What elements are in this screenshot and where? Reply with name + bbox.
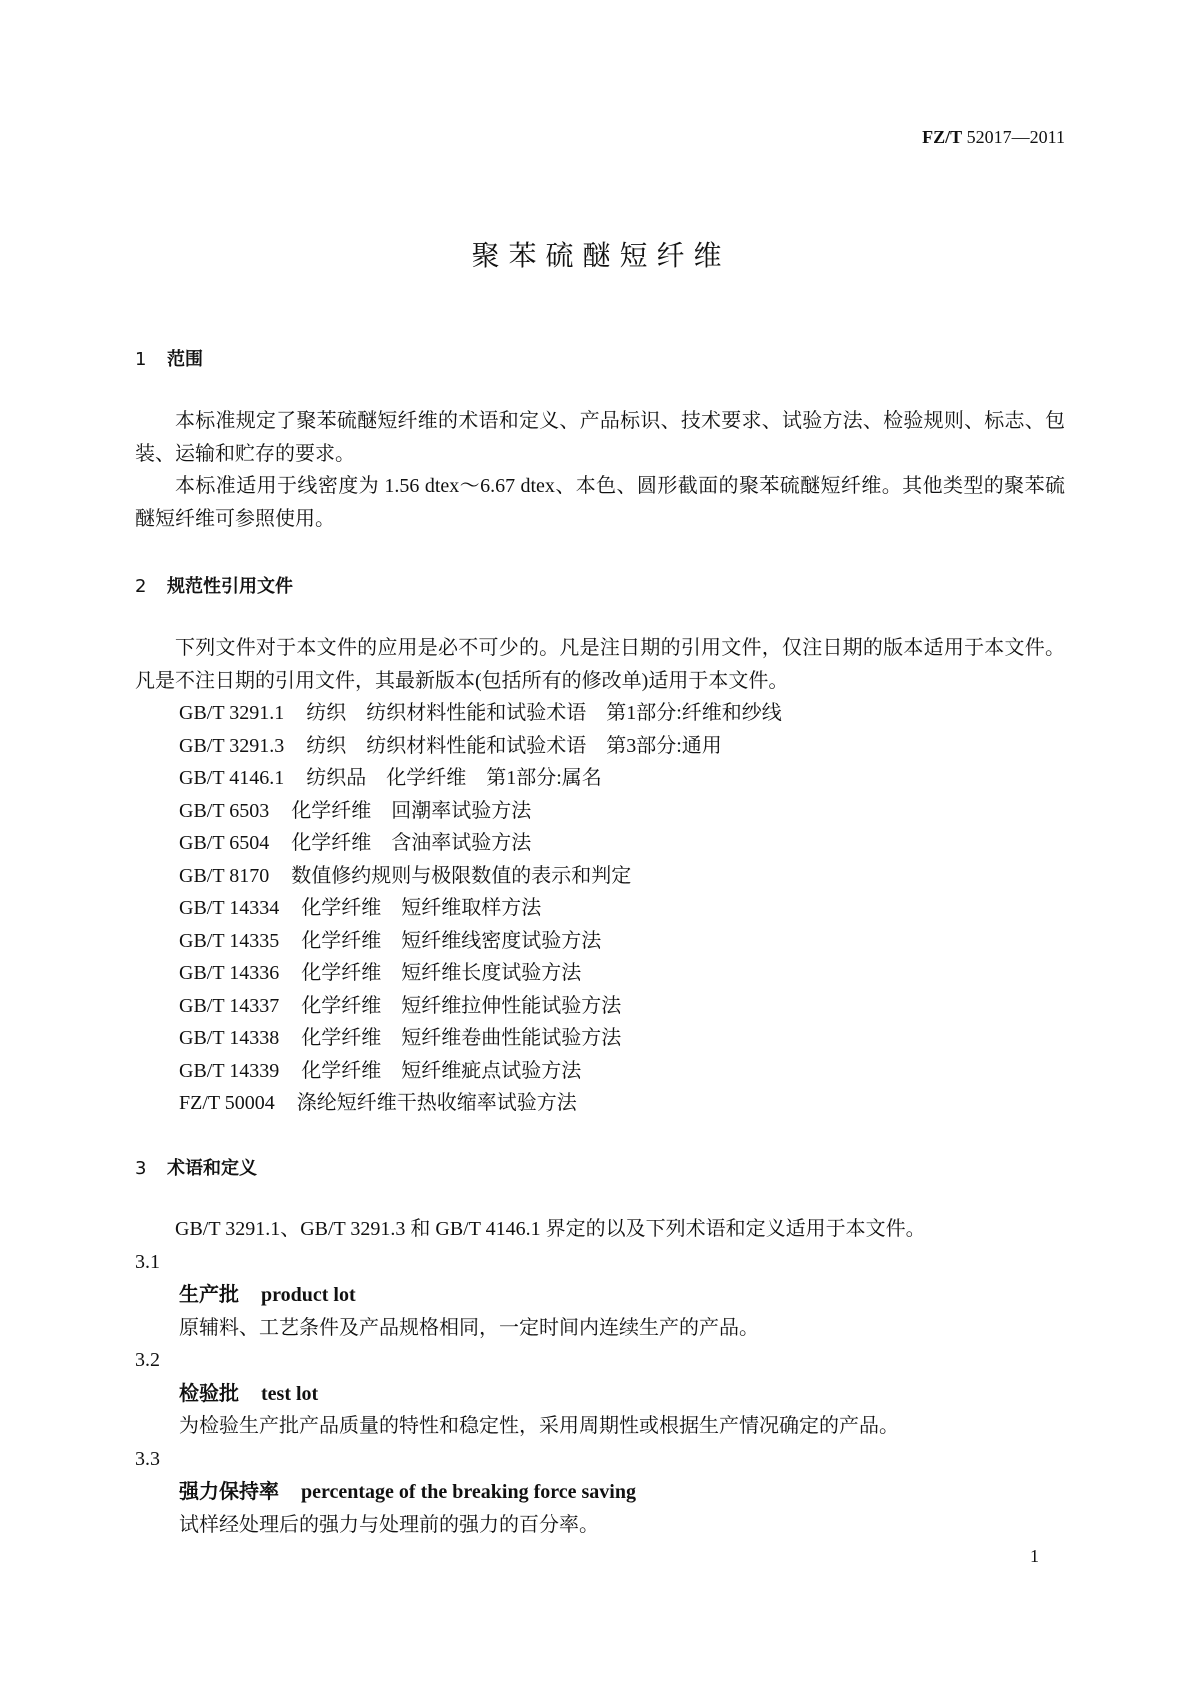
reference-code: GB/T 4146.1: [179, 767, 285, 789]
paragraph: 本标准规定了聚苯硫醚短纤维的术语和定义、产品标识、技术要求、试验方法、检验规则、标志、包装、运输和贮存的要求。: [135, 410, 1065, 465]
section-2-body: [135, 632, 1065, 1120]
reference-code: GB/T 14335: [179, 929, 280, 952]
reference-code: GB/T 6503: [179, 799, 270, 822]
reference-code: GB/T 14334: [179, 897, 280, 919]
reference-item: [135, 730, 1065, 763]
reference-code: GB/T 14336: [179, 962, 280, 984]
reference-title: 纺织 纺织材料性能和试验术语 第3部分:通用: [306, 734, 722, 757]
section-heading: [135, 572, 293, 598]
reference-item: [135, 925, 1065, 958]
term-number: 3.3: [135, 1447, 160, 1470]
standard-code-number: 52017—2011: [966, 127, 1065, 147]
reference-item: [135, 1022, 1065, 1055]
reference-item: [135, 892, 1065, 925]
reference-item: [135, 795, 1065, 828]
reference-item: [135, 1055, 1065, 1088]
section-title: 范围: [167, 349, 203, 370]
term-en: test lot: [261, 1382, 319, 1405]
reference-item: [135, 990, 1065, 1023]
reference-title: 数值修约规则与极限数值的表示和判定: [291, 864, 632, 887]
reference-code: GB/T 3291.3: [179, 734, 285, 757]
reference-code: GB/T 3291.1: [179, 702, 285, 724]
reference-code: FZ/T 50004: [179, 1092, 275, 1114]
term-zh: 强力保持率: [179, 1479, 279, 1503]
term-definition: 试样经处理后的强力与处理前的强力的百分率。: [179, 1513, 599, 1536]
reference-title: 化学纤维 短纤维线密度试验方法: [301, 929, 602, 952]
reference-item: [135, 957, 1065, 990]
reference-title: 化学纤维 短纤维取样方法: [301, 897, 542, 919]
page-title: 聚苯硫醚短纤维: [471, 239, 731, 272]
reference-code: GB/T 14339: [179, 1059, 280, 1082]
reference-code: GB/T 14338: [179, 1027, 280, 1049]
section-title: 规范性引用文件: [167, 576, 293, 597]
reference-code: GB/T 8170: [179, 864, 270, 887]
reference-item: [135, 827, 1065, 860]
standard-code: [922, 127, 1065, 148]
reference-item: [135, 860, 1065, 893]
paragraph: 本标准适用于线密度为 1.56 dtex～6.67 dtex、本色、圆形截面的聚苯硫醚短纤维。其他类型的聚苯硫醚短纤维可参照使用。: [135, 475, 1065, 530]
reference-code: GB/T 14337: [179, 994, 280, 1017]
term-zh: 生产批: [179, 1282, 239, 1306]
reference-item: [135, 697, 1065, 730]
term-heading: [135, 1475, 1065, 1509]
section-heading: [135, 345, 203, 371]
paragraph: GB/T 3291.1、GB/T 3291.3 和 GB/T 4146.1 界定的以及下列术语和定义适用于本文件。: [175, 1218, 926, 1240]
reference-title: 涤纶短纤维干热收缩率试验方法: [296, 1092, 577, 1114]
section-number: 3: [135, 1158, 147, 1179]
term-en: product lot: [261, 1284, 356, 1306]
reference-item: [135, 1087, 1065, 1120]
term-definition: 原辅料、工艺条件及产品规格相同，一定时间内连续生产的产品。: [179, 1316, 759, 1339]
reference-title: 化学纤维 短纤维卷曲性能试验方法: [301, 1027, 622, 1049]
reference-code: GB/T 6504: [179, 832, 270, 854]
term-definition: 为检验生产批产品质量的特性和稳定性，采用周期性或根据生产情况确定的产品。: [179, 1415, 899, 1437]
term-zh: 检验批: [179, 1380, 239, 1405]
reference-item: [135, 762, 1065, 795]
section-number: 2: [135, 576, 147, 597]
section-1-body: [135, 405, 1065, 535]
term-heading: [135, 1278, 1065, 1312]
reference-list: [135, 697, 1065, 1120]
page-number: 1: [1030, 1546, 1039, 1566]
section-3-body: [135, 1213, 1065, 1541]
reference-title: 化学纤维 短纤维疵点试验方法: [301, 1059, 582, 1082]
reference-title: 化学纤维 含油率试验方法: [291, 832, 532, 854]
standard-code-prefix: FZ/T: [922, 127, 963, 147]
term-list: [135, 1246, 1065, 1542]
reference-title: 化学纤维 回潮率试验方法: [291, 799, 532, 822]
reference-title: 纺织 纺织材料性能和试验术语 第1部分:纤维和纱线: [306, 702, 782, 724]
section-number: 1: [135, 349, 147, 370]
section-title: 术语和定义: [167, 1158, 257, 1179]
reference-title: 化学纤维 短纤维长度试验方法: [301, 962, 582, 984]
section-heading: [135, 1154, 257, 1180]
term-heading: [135, 1377, 1065, 1411]
term-number: 3.2: [135, 1349, 160, 1371]
term-en: percentage of the breaking force saving: [301, 1481, 636, 1503]
reference-title: 纺织品 化学纤维 第1部分:属名: [306, 767, 602, 789]
term-number: 3.1: [135, 1250, 160, 1273]
paragraph: 下列文件对于本文件的应用是必不可少的。凡是注日期的引用文件，仅注日期的版本适用于本文件。凡是不注日期的引用文件，其最新版本(包括所有的修改单)适用于本文件。: [135, 637, 1065, 692]
reference-title: 化学纤维 短纤维拉伸性能试验方法: [301, 994, 622, 1017]
